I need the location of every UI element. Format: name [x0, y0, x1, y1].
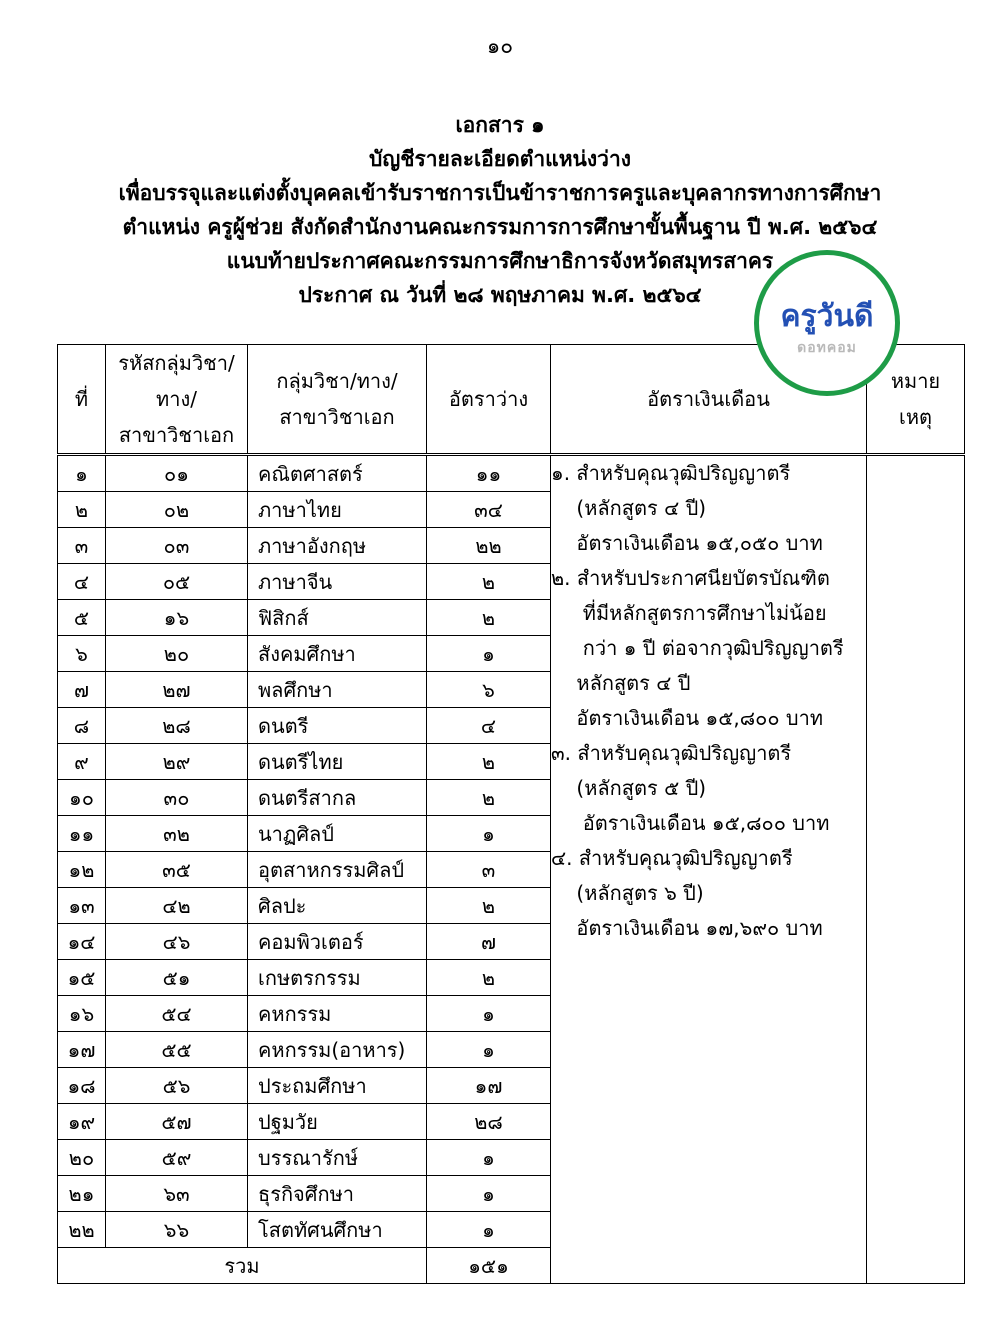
row-subject: ดนตรีสากล: [248, 780, 427, 816]
row-code: ๕๖: [106, 1068, 248, 1104]
salary-line: อัตราเงินเดือน ๑๕,๘๐๐ บาท: [551, 811, 830, 835]
row-vacancy: ๑: [427, 1212, 551, 1248]
heading-line-3: เพื่อบรรจุและแต่งตั้งบุคคลเข้ารับราชการเป็นข้าราชการครูและบุคลากรทางการศึกษา: [118, 181, 882, 205]
row-subject: บรรณารักษ์: [248, 1140, 427, 1176]
row-code: ๖๖: [106, 1212, 248, 1248]
row-code: ๔๒: [106, 888, 248, 924]
row-no: ๗: [58, 672, 106, 708]
row-no: ๑๒: [58, 852, 106, 888]
row-vacancy: ๑: [427, 1176, 551, 1212]
row-subject: ภาษาจีน: [248, 564, 427, 600]
watermark-brand: ครูวันดี: [780, 299, 874, 334]
row-vacancy: ๒๘: [427, 1104, 551, 1140]
row-code: ๐๓: [106, 528, 248, 564]
row-no: ๒: [58, 492, 106, 528]
row-subject: คหกรรม(อาหาร): [248, 1032, 427, 1068]
row-vacancy: ๒: [427, 564, 551, 600]
salary-details: [551, 455, 867, 1284]
row-no: ๕: [58, 600, 106, 636]
row-code: ๓๒: [106, 816, 248, 852]
row-no: ๘: [58, 708, 106, 744]
row-vacancy: ๑๑: [427, 455, 551, 492]
salary-line: ๓. สำหรับคุณวุฒิปริญญาตรี: [551, 741, 792, 765]
total-label: รวม: [58, 1248, 427, 1284]
row-code: ๒๘: [106, 708, 248, 744]
row-no: ๑๙: [58, 1104, 106, 1140]
row-no: ๑๗: [58, 1032, 106, 1068]
row-no: ๒๑: [58, 1176, 106, 1212]
row-vacancy: ๑: [427, 1032, 551, 1068]
row-vacancy: ๑: [427, 1140, 551, 1176]
row-no: ๑: [58, 455, 106, 492]
table-row: [58, 455, 965, 492]
row-code: ๒๙: [106, 744, 248, 780]
row-no: ๒๒: [58, 1212, 106, 1248]
row-code: ๕๕: [106, 1032, 248, 1068]
row-subject: เกษตรกรรม: [248, 960, 427, 996]
header-vacancy: อัตราว่าง: [427, 345, 551, 455]
heading-line-2: บัญชีรายละเอียดตำแหน่งว่าง: [369, 147, 631, 171]
row-subject: ภาษาอังกฤษ: [248, 528, 427, 564]
row-code: ๕๗: [106, 1104, 248, 1140]
row-subject: ประถมศึกษา: [248, 1068, 427, 1104]
watermark-logo: [754, 250, 900, 396]
row-subject: โสตทัศนศึกษา: [248, 1212, 427, 1248]
row-vacancy: ๗: [427, 924, 551, 960]
row-code: ๓๐: [106, 780, 248, 816]
row-no: ๒๐: [58, 1140, 106, 1176]
row-subject: คอมพิวเตอร์: [248, 924, 427, 960]
row-code: ๕๑: [106, 960, 248, 996]
salary-line: หลักสูตร ๔ ปี: [551, 671, 691, 695]
row-no: ๑๔: [58, 924, 106, 960]
row-code: ๒๗: [106, 672, 248, 708]
heading-line-5: แนบท้ายประกาศคณะกรรมการศึกษาธิการจังหวัดสมุทรสาคร: [226, 249, 774, 273]
header-note: หมาย เหตุ: [867, 345, 965, 455]
row-code: ๑๖: [106, 600, 248, 636]
row-subject: ปฐมวัย: [248, 1104, 427, 1140]
row-vacancy: ๒: [427, 600, 551, 636]
row-vacancy: ๑: [427, 636, 551, 672]
salary-line: ๑. สำหรับคุณวุฒิปริญญาตรี: [551, 461, 791, 485]
row-no: ๑๓: [58, 888, 106, 924]
salary-line: (หลักสูตร ๖ ปี): [551, 881, 704, 905]
row-subject: ฟิสิกส์: [248, 600, 427, 636]
salary-line: ที่มีหลักสูตรการศึกษาไม่น้อย: [551, 601, 827, 625]
row-subject: คณิตศาสตร์: [248, 455, 427, 492]
header-no: ที่: [58, 345, 106, 455]
salary-line: ๒. สำหรับประกาศนียบัตรบัณฑิต: [551, 566, 830, 590]
salary-line: อัตราเงินเดือน ๑๗,๖๙๐ บาท: [551, 916, 823, 940]
row-code: ๕๔: [106, 996, 248, 1032]
row-subject: คหกรรม: [248, 996, 427, 1032]
row-code: ๕๙: [106, 1140, 248, 1176]
row-vacancy: ๒: [427, 744, 551, 780]
row-vacancy: ๑: [427, 816, 551, 852]
row-subject: ธุรกิจศึกษา: [248, 1176, 427, 1212]
row-vacancy: ๑๗: [427, 1068, 551, 1104]
salary-line: (หลักสูตร ๔ ปี): [551, 496, 707, 520]
row-vacancy: ๓: [427, 852, 551, 888]
heading-line-1: เอกสาร ๑: [455, 113, 545, 137]
row-vacancy: ๒: [427, 888, 551, 924]
row-code: ๐๒: [106, 492, 248, 528]
row-subject: อุตสาหกรรมศิลป์: [248, 852, 427, 888]
row-no: ๑๐: [58, 780, 106, 816]
row-no: ๑๘: [58, 1068, 106, 1104]
row-no: ๓: [58, 528, 106, 564]
salary-line: อัตราเงินเดือน ๑๕,๘๐๐ บาท: [551, 706, 824, 730]
row-code: ๐๕: [106, 564, 248, 600]
row-vacancy: ๖: [427, 672, 551, 708]
row-vacancy: ๒: [427, 960, 551, 996]
row-subject: ศิลปะ: [248, 888, 427, 924]
row-vacancy: ๒๒: [427, 528, 551, 564]
row-code: ๔๖: [106, 924, 248, 960]
row-code: ๖๓: [106, 1176, 248, 1212]
row-code: ๓๕: [106, 852, 248, 888]
row-no: ๑๖: [58, 996, 106, 1032]
row-subject: ดนตรี: [248, 708, 427, 744]
heading-line-4: ตำแหน่ง ครูผู้ช่วย สังกัดสำนักงานคณะกรรมการการศึกษาขั้นพื้นฐาน ปี พ.ศ. ๒๕๖๔: [122, 215, 878, 239]
row-no: ๑๑: [58, 816, 106, 852]
salary-line: กว่า ๑ ปี ต่อจากวุฒิปริญญาตรี: [551, 636, 844, 660]
row-no: ๙: [58, 744, 106, 780]
header-salary: อัตราเงินเดือน: [551, 345, 867, 455]
row-vacancy: ๓๔: [427, 492, 551, 528]
heading-line-6: ประกาศ ณ วันที่ ๒๘ พฤษภาคม พ.ศ. ๒๕๖๔: [298, 283, 702, 307]
row-code: ๒๐: [106, 636, 248, 672]
row-code: ๐๑: [106, 455, 248, 492]
watermark-sub: ดอทคอม: [797, 340, 857, 356]
row-no: ๔: [58, 564, 106, 600]
row-vacancy: ๒: [427, 780, 551, 816]
row-subject: ดนตรีไทย: [248, 744, 427, 780]
row-vacancy: ๔: [427, 708, 551, 744]
row-no: ๑๕: [58, 960, 106, 996]
row-subject: ภาษาไทย: [248, 492, 427, 528]
row-vacancy: ๑: [427, 996, 551, 1032]
note-cell: [867, 455, 965, 1284]
row-subject: นาฏศิลป์: [248, 816, 427, 852]
salary-line: อัตราเงินเดือน ๑๕,๐๕๐ บาท: [551, 531, 823, 555]
salary-line: ๔. สำหรับคุณวุฒิปริญญาตรี: [551, 846, 793, 870]
row-subject: สังคมศึกษา: [248, 636, 427, 672]
total-value: ๑๕๑: [427, 1248, 551, 1284]
row-subject: พลศึกษา: [248, 672, 427, 708]
salary-line: (หลักสูตร ๕ ปี): [551, 776, 707, 800]
page-number: ๑๐: [486, 34, 514, 58]
header-code: รหัสกลุ่มวิชา/ ทาง/ สาขาวิชาเอก: [106, 345, 248, 455]
vacancy-table: [57, 344, 965, 1284]
row-no: ๖: [58, 636, 106, 672]
header-subject: กลุ่มวิชา/ทาง/ สาขาวิชาเอก: [248, 345, 427, 455]
